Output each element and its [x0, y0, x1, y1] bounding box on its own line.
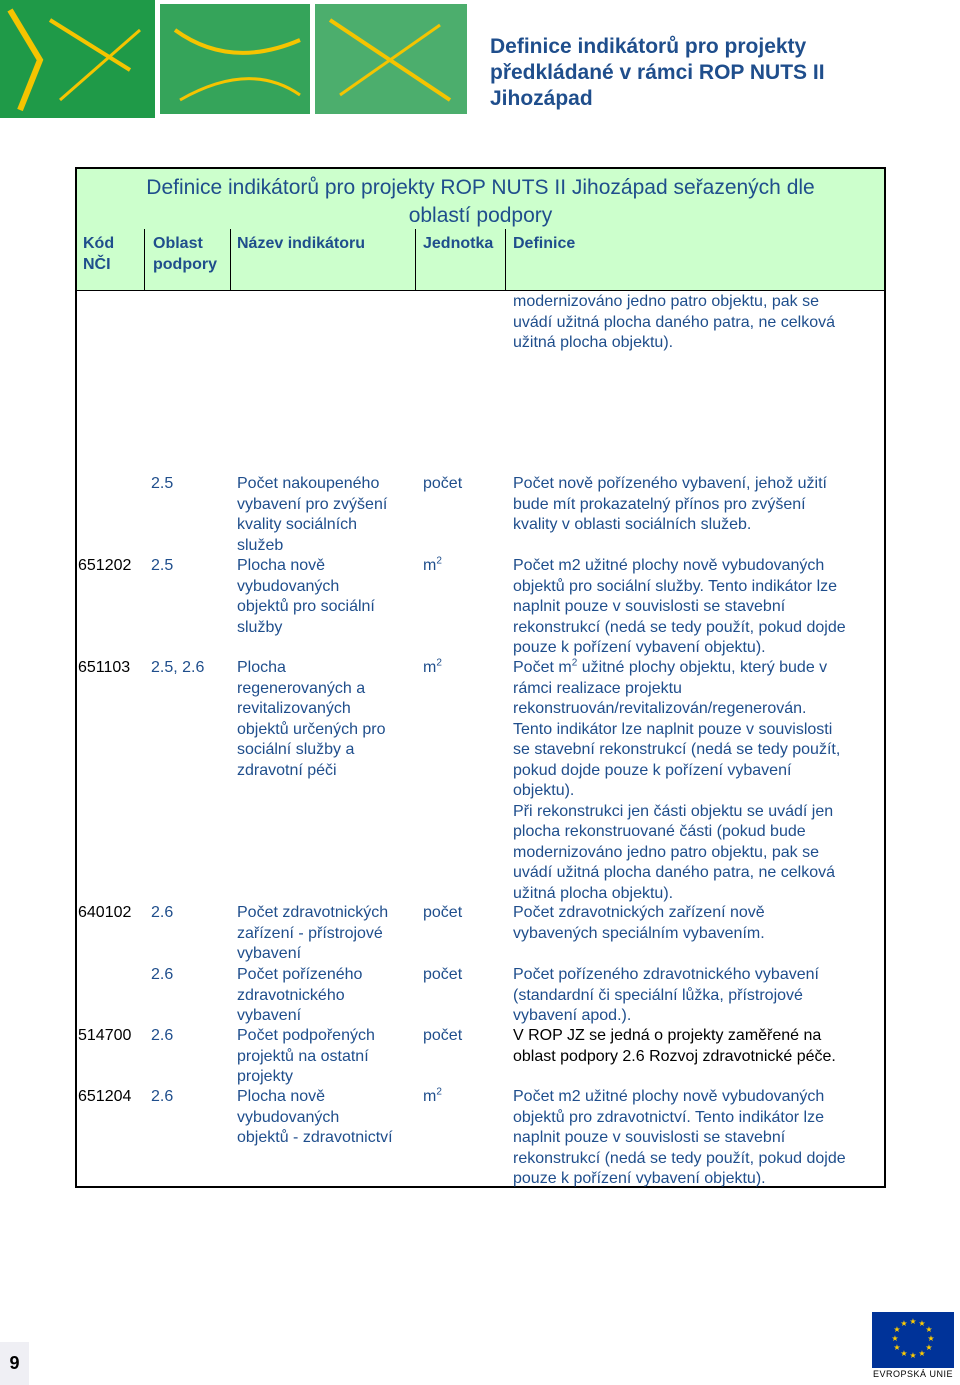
svg-text:★: ★: [909, 1317, 917, 1326]
row-code: 514700: [78, 1027, 132, 1044]
row-code: 651204: [78, 1088, 132, 1105]
svg-text:★: ★: [900, 1349, 908, 1358]
row-unit: počet: [423, 966, 463, 983]
row-indicator-name: Plocha nově vybudovaných objektů pro sociální služby: [237, 557, 375, 636]
row-area: 2.5, 2.6: [151, 659, 205, 676]
row-unit: $m^2$: [423, 1086, 442, 1105]
row-definition: Počet pořízeného zdravotnického vybavení (standardní či speciální lůžka, přístrojové vybavení apod.).: [513, 966, 819, 1024]
svg-text:★: ★: [909, 1351, 917, 1360]
row-code: 651103: [78, 659, 131, 676]
svg-text:★: ★: [927, 1334, 935, 1343]
svg-text:★: ★: [918, 1319, 926, 1328]
row-area: 2.6: [151, 904, 174, 921]
table-header: [77, 169, 884, 291]
document-title: Definice indikátorů pro projekty předkládané v rámci ROP NUTS II Jihozápad: [490, 35, 825, 110]
row-indicator-name: Počet zdravotnických zařízení - přístrojové vybavení: [237, 904, 389, 962]
column-header-area: Oblast podpory: [153, 235, 217, 273]
row-unit: $m^2$: [423, 555, 442, 574]
table-title: Definice indikátorů pro projekty ROP NUTS II Jihozápad seřazených dle oblastí podpory: [146, 176, 815, 227]
column-header-unit: Jednotka: [423, 235, 494, 252]
row-area: 2.5: [151, 475, 174, 492]
row-area: 2.6: [151, 966, 174, 983]
row-definition: Počet m2 užitné plochy nově vybudovaných objektů pro sociální služby. Tento indikátor lze naplnit pouze v souvislosti se stavební rekonstrukcí (nedá se tedy použít, pokud dojde pouze k pořízení vybavení objektu).: [513, 557, 846, 656]
row-indicator-name: Počet podpořených projektů na ostatní projekty: [237, 1027, 375, 1085]
row-unit: počet: [423, 904, 463, 921]
row-code: 651202: [78, 557, 132, 574]
row-unit: počet: [423, 475, 463, 492]
row-definition: Počet zdravotnických zařízení nově vybavených speciálním vybavením.: [513, 904, 765, 942]
row-definition: V ROP JZ se jedná o projekty zaměřené na oblast podpory 2.6 Rozvoj zdravotnické péče.: [513, 1027, 836, 1065]
row-area: 2.5: [151, 557, 174, 574]
rop-logo: [0, 0, 470, 118]
row-indicator-name: Počet pořízeného zdravotnického vybavení: [237, 966, 363, 1024]
column-header-code: Kód NČI: [83, 235, 115, 273]
column-header-definition: Definice: [513, 235, 576, 252]
eu-label: EVROPSKÁ UNIE: [872, 1369, 954, 1379]
svg-text:★: ★: [918, 1349, 926, 1358]
svg-text:★: ★: [893, 1325, 901, 1334]
svg-text:★: ★: [891, 1334, 899, 1343]
row-indicator-name: Plocha nově vybudovaných objektů - zdravotnictví: [237, 1088, 393, 1146]
row-unit: $m^2$: [423, 657, 442, 676]
svg-text:★: ★: [925, 1343, 933, 1352]
row-indicator-name: Počet nakoupeného vybavení pro zvýšení kvality sociálních služeb: [237, 475, 388, 554]
row-code: 640102: [78, 904, 132, 921]
row-definition: Počet $m^2$ užitné plochy objektu, který bude v rámci realizace projektu rekonstruován/revitalizován/regenerován. Tento indikátor lze naplnit pouze v souvislosti se stavební rekonstrukcí (nedá se tedy použít, pokud dojde pouze k pořízení vybavení objektu). Při rekonstrukci jen části objektu se uvádí jen plocha rekonstruované části (pokud bude modernizováno jedno patro objektu, pak se uvádí užitná plocha daného patra, ne celková užitná plocha objektu).: [513, 657, 841, 902]
page-number: 9: [0, 1342, 29, 1385]
row-unit: počet: [423, 1027, 463, 1044]
row-indicator-name: Plocha regenerovaných a revitalizovaných objektů určených pro sociální služby a zdravotní péči: [237, 659, 386, 779]
svg-text:★: ★: [900, 1319, 908, 1328]
svg-text:★: ★: [893, 1343, 901, 1352]
row-area: 2.6: [151, 1027, 174, 1044]
column-header-name: Název indikátoru: [237, 235, 366, 252]
svg-text:★: ★: [925, 1325, 933, 1334]
definition-continuation: modernizováno jedno patro objektu, pak se uvádí užitná plocha daného patra, ne celková užitná plocha objektu).: [513, 293, 836, 351]
row-definition: Počet nově pořízeného vybavení, jehož užití bude mít prokazatelný přínos pro zvýšení kvality v oblasti sociálních služeb.: [513, 475, 827, 533]
row-definition: Počet m2 užitné plochy nově vybudovaných objektů pro zdravotnictví. Tento indikátor lze naplnit pouze v souvislosti se stavební rekonstrukcí (nedá se tedy použít, pokud dojde pouze k pořízení vybavení objektu).: [513, 1088, 846, 1187]
indicator-table: [75, 167, 886, 1188]
row-area: 2.6: [151, 1088, 174, 1105]
